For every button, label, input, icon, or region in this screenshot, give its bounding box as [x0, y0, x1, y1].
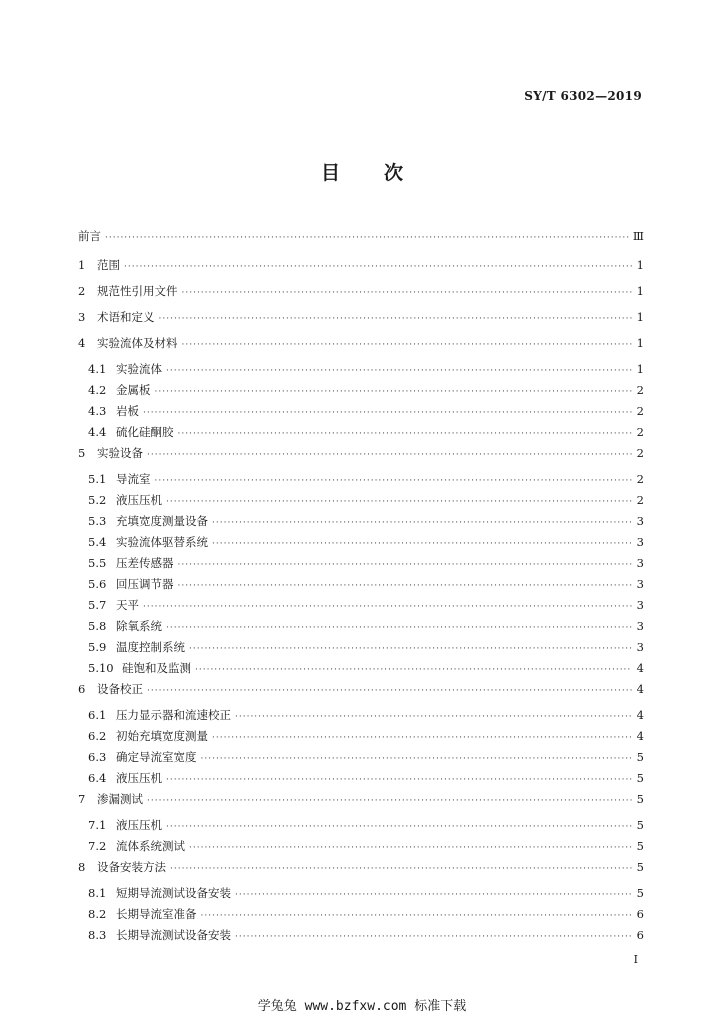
toc-entry[interactable] [78, 791, 644, 817]
toc-entry[interactable] [78, 257, 644, 283]
dot-leader [235, 932, 632, 942]
toc-entry-label: 实验流体 [116, 362, 162, 376]
dot-leader [170, 864, 632, 874]
dot-leader [182, 288, 633, 298]
dot-leader [166, 366, 632, 376]
toc-entry-page: 3 [636, 598, 644, 612]
toc-entry-page: 2 [636, 472, 644, 486]
dot-leader [105, 233, 629, 243]
toc-entry-label: 天平 [116, 598, 139, 612]
dot-leader [147, 796, 632, 806]
toc-entry[interactable] [78, 838, 644, 859]
toc-entry-page: 3 [636, 514, 644, 528]
toc-entry-page: Ⅲ [632, 229, 644, 243]
toc-entry[interactable] [78, 728, 644, 749]
toc-entry[interactable] [78, 283, 644, 309]
toc-entry-label: 岩板 [116, 404, 139, 418]
toc-entry-page: 1 [636, 310, 644, 324]
toc-entry-number: 5.3 [88, 514, 107, 528]
toc-entry-page: 2 [636, 425, 644, 439]
toc-entry-label: 渗漏测试 [97, 792, 143, 806]
toc-entry-page: 1 [636, 362, 644, 376]
toc-entry-number: 7.1 [88, 818, 107, 832]
toc-entry[interactable] [78, 228, 644, 257]
toc-entry[interactable] [78, 707, 644, 728]
dot-leader [178, 429, 633, 439]
toc-entry-page: 2 [636, 383, 644, 397]
toc-entry-label: 初始充填宽度测量 [116, 729, 208, 743]
toc-entry-label: 液压压机 [116, 771, 162, 785]
toc-entry-number: 6.1 [88, 708, 107, 722]
toc-entry-number: 4 [78, 336, 86, 350]
toc-entry-label: 硫化硅酮胶 [116, 425, 174, 439]
toc-entry-label: 硅饱和及监测 [122, 661, 191, 675]
toc-entry[interactable] [78, 445, 644, 471]
toc-entry-label: 回压调节器 [116, 577, 174, 591]
toc-entry-page: 5 [636, 750, 644, 764]
toc-entry-label: 压力显示器和流速校正 [116, 708, 231, 722]
dot-leader [147, 450, 632, 460]
dot-leader [159, 314, 633, 324]
dot-leader [235, 712, 632, 722]
toc-entry[interactable] [78, 817, 644, 838]
dot-leader [212, 539, 632, 549]
toc-entry-label: 液压压机 [116, 818, 162, 832]
toc-entry[interactable] [78, 424, 644, 445]
title-char-1: 目 [320, 162, 340, 184]
toc-entry-page: 2 [636, 493, 644, 507]
dot-leader [124, 262, 632, 272]
toc-entry-label: 确定导流室宽度 [116, 750, 197, 764]
toc-entry-label: 术语和定义 [97, 310, 155, 324]
toc-entry[interactable] [78, 555, 644, 576]
toc-entry-label: 导流室 [116, 472, 151, 486]
toc-entry-label: 长期导流测试设备安装 [116, 928, 231, 942]
dot-leader [178, 581, 633, 591]
toc-entry-page: 3 [636, 556, 644, 570]
dot-leader [201, 911, 633, 921]
toc-entry-label: 除氧系统 [116, 619, 162, 633]
toc-entry-page: 3 [636, 535, 644, 549]
toc-entry-label: 设备安装方法 [97, 860, 166, 874]
toc-entry-number: 4.2 [88, 383, 107, 397]
toc-entry-number: 8.1 [88, 886, 107, 900]
toc-entry-label: 短期导流测试设备安装 [116, 886, 231, 900]
toc-entry-page: 5 [636, 839, 644, 853]
toc-entry[interactable] [78, 309, 644, 335]
dot-leader [189, 644, 632, 654]
dot-leader [235, 890, 632, 900]
dot-leader [166, 497, 632, 507]
toc-entry[interactable] [78, 513, 644, 534]
toc-entry[interactable] [78, 770, 644, 791]
toc-entry-number: 5.2 [88, 493, 107, 507]
dot-leader [212, 733, 632, 743]
toc-entry[interactable] [78, 749, 644, 770]
toc-entry-number: 7.2 [88, 839, 107, 853]
toc-entry-number: 6.3 [88, 750, 107, 764]
toc-entry-number: 5.9 [88, 640, 107, 654]
toc-entry-number: 8.2 [88, 907, 107, 921]
toc-entry[interactable] [78, 361, 644, 382]
toc-entry-number: 8.3 [88, 928, 107, 942]
toc-entry-number: 5.8 [88, 619, 107, 633]
toc-entry-page: 4 [636, 682, 644, 696]
toc-entry[interactable] [78, 492, 644, 513]
toc-entry[interactable] [78, 639, 644, 660]
page-number: I [633, 953, 638, 966]
toc-entry-number: 5.10 [88, 661, 114, 675]
toc-entry-number: 3 [78, 310, 86, 324]
toc-entry-page: 3 [636, 640, 644, 654]
toc-entry-label: 实验流体及材料 [97, 336, 178, 350]
dot-leader [182, 340, 633, 350]
dot-leader [201, 754, 633, 764]
standard-code: SY/T 6302—2019 [524, 89, 642, 103]
toc-entry-number: 4.1 [88, 362, 107, 376]
toc-entry-page: 1 [636, 336, 644, 350]
dot-leader [147, 686, 632, 696]
toc-entry[interactable] [78, 382, 644, 403]
table-of-contents [78, 228, 644, 948]
toc-entry[interactable] [78, 335, 644, 361]
dot-leader [189, 843, 632, 853]
toc-entry-label: 实验设备 [97, 446, 143, 460]
toc-entry-label: 压差传感器 [116, 556, 174, 570]
dot-leader [195, 665, 632, 675]
dot-leader [212, 518, 632, 528]
toc-entry-page: 4 [636, 729, 644, 743]
toc-entry[interactable] [78, 471, 644, 492]
toc-entry-number: 8 [78, 860, 86, 874]
toc-entry-page: 5 [636, 860, 644, 874]
toc-entry-page: 5 [636, 771, 644, 785]
dot-leader [166, 822, 632, 832]
toc-entry-number: 5.7 [88, 598, 107, 612]
footer-watermark: 学兔兔 www.bzfxw.com 标准下载 [257, 999, 467, 1014]
toc-entry-label: 流体系统测试 [116, 839, 185, 853]
toc-entry-page: 1 [636, 258, 644, 272]
toc-entry-number: 7 [78, 792, 86, 806]
dot-leader [178, 560, 633, 570]
toc-entry-page: 6 [636, 928, 644, 942]
toc-entry-page: 6 [636, 907, 644, 921]
toc-entry-label: 前言 [78, 229, 101, 243]
toc-entry[interactable] [78, 681, 644, 707]
toc-entry-label: 温度控制系统 [116, 640, 185, 654]
toc-entry[interactable] [78, 660, 644, 681]
toc-entry[interactable] [78, 534, 644, 555]
toc-entry-page: 5 [636, 792, 644, 806]
page-title [0, 158, 724, 185]
toc-entry[interactable] [78, 906, 644, 927]
toc-entry-label: 设备校正 [97, 682, 143, 696]
toc-entry-number: 5.4 [88, 535, 107, 549]
toc-entry-number: 5 [78, 446, 86, 460]
toc-entry-page: 4 [636, 661, 644, 675]
toc-entry-number: 6.4 [88, 771, 107, 785]
toc-entry[interactable] [78, 927, 644, 948]
toc-entry-page: 2 [636, 404, 644, 418]
toc-entry-number: 5.5 [88, 556, 107, 570]
title-char-2: 次 [384, 162, 404, 184]
toc-entry-number: 4.3 [88, 404, 107, 418]
toc-entry-page: 5 [636, 818, 644, 832]
toc-entry[interactable] [78, 403, 644, 424]
dot-leader [166, 623, 632, 633]
toc-entry-number: 5.6 [88, 577, 107, 591]
toc-entry-number: 4.4 [88, 425, 107, 439]
toc-entry-number: 6.2 [88, 729, 107, 743]
toc-entry-number: 2 [78, 284, 86, 298]
toc-entry-number: 5.1 [88, 472, 107, 486]
toc-entry-label: 液压压机 [116, 493, 162, 507]
toc-entry-label: 金属板 [116, 383, 151, 397]
toc-entry[interactable] [78, 597, 644, 618]
toc-entry-label: 范围 [97, 258, 120, 272]
toc-entry[interactable] [78, 618, 644, 639]
toc-entry-label: 实验流体驱替系统 [116, 535, 208, 549]
toc-entry-label: 规范性引用文件 [97, 284, 178, 298]
toc-entry[interactable] [78, 859, 644, 885]
toc-entry-number: 1 [78, 258, 86, 272]
toc-entry-page: 1 [636, 284, 644, 298]
toc-entry[interactable] [78, 885, 644, 906]
toc-entry-page: 3 [636, 577, 644, 591]
dot-leader [143, 408, 632, 418]
toc-entry-label: 充填宽度测量设备 [116, 514, 208, 528]
toc-entry-number: 6 [78, 682, 86, 696]
toc-entry-page: 2 [636, 446, 644, 460]
toc-entry-page: 5 [636, 886, 644, 900]
toc-entry-page: 4 [636, 708, 644, 722]
dot-leader [143, 602, 632, 612]
toc-entry-label: 长期导流室准备 [116, 907, 197, 921]
dot-leader [155, 387, 633, 397]
dot-leader [155, 476, 633, 486]
toc-entry-page: 3 [636, 619, 644, 633]
dot-leader [166, 775, 632, 785]
toc-entry[interactable] [78, 576, 644, 597]
